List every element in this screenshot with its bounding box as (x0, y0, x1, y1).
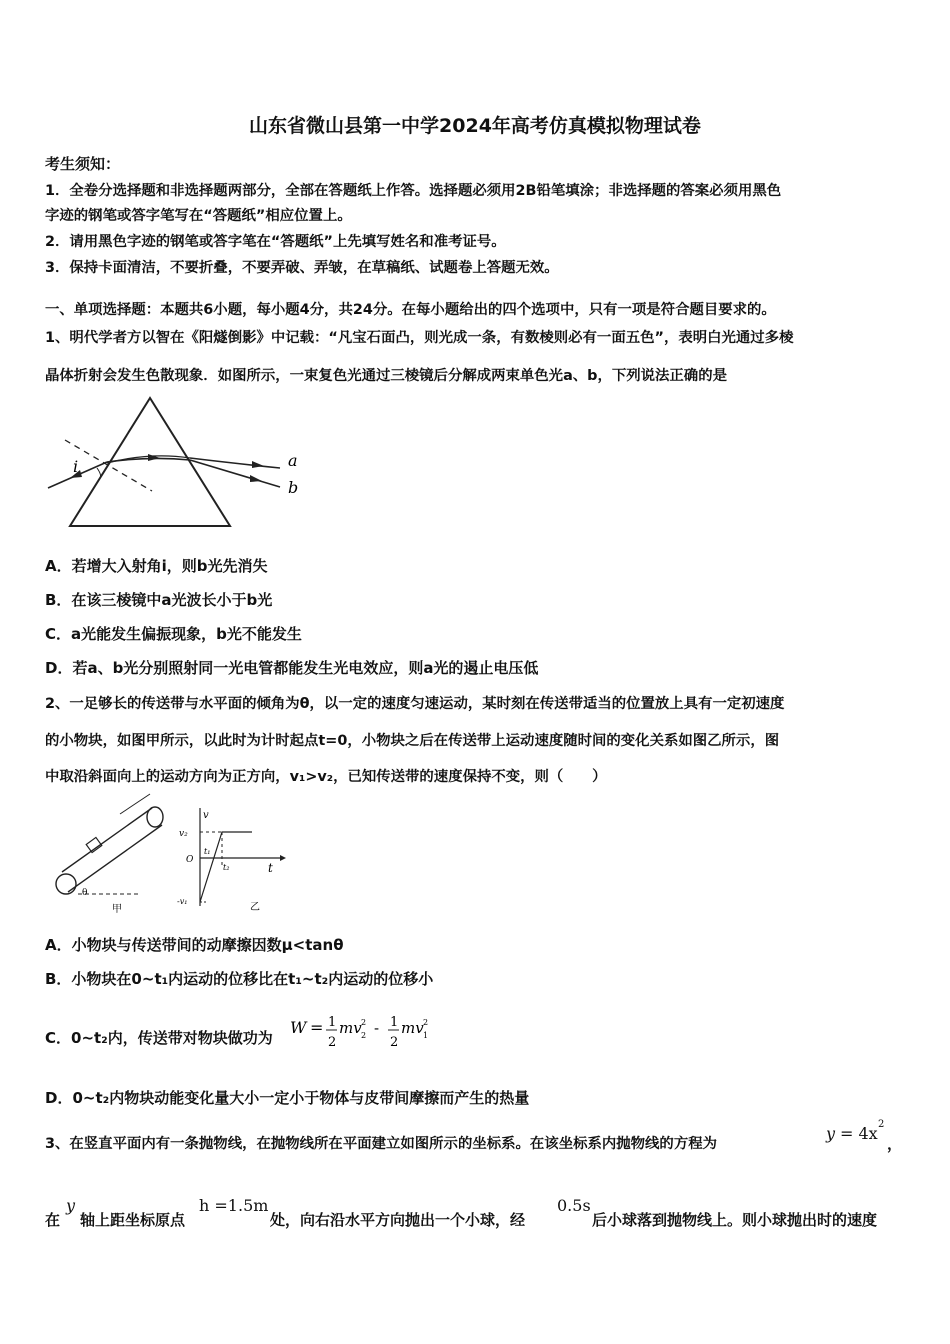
t-label: t (268, 861, 273, 875)
q3-text-at: 在 (45, 1211, 61, 1229)
q1-option-d[interactable]: D．若a、b光分别照射同一光电管都能发生光电效应，则a光的遏止电压低 (45, 659, 539, 677)
time-value: 0.5s (557, 1196, 591, 1215)
notice-line-4: 3．保持卡面清洁，不要折叠，不要弄破、弄皱，在草稿纸、试题卷上答题无效。 (45, 260, 559, 276)
q3-text-throw: 处，向右沿水平方向抛出一个小球，经 (270, 1211, 526, 1229)
t1-label: t₁ (204, 847, 211, 856)
label-jia: 甲 (112, 904, 122, 915)
q2-option-a[interactable]: A．小物块与传送带间的动摩擦因数μ<tanθ (45, 936, 344, 954)
neg-v1-label: -v₁ (177, 897, 188, 906)
v-label: v (203, 810, 209, 821)
motion-line (120, 794, 150, 814)
lower-roller (56, 874, 76, 894)
q1-text-line-1: 1、明代学者方以智在《阳燧倒影》中记载：“凡宝石面凸，则光成一条，有数棱则必有一面五色”，表明白光通过多棱 (45, 330, 794, 346)
origin-label: O (186, 855, 194, 865)
formula-minus: - (374, 1019, 380, 1037)
section-heading: 一、单项选择题：本题共6小题，每小题4分，共24分。在每小题给出的四个选项中，只有一项是符合题目要求的。 (45, 302, 776, 318)
parabola-exponent: 2 (878, 1119, 885, 1130)
formula-one-b: 1 (390, 1015, 399, 1030)
parabola-rhs: = 4x (840, 1124, 878, 1143)
formula-sup-b: 2 (423, 1018, 429, 1027)
belt-top-edge (62, 808, 152, 872)
q2-option-c[interactable]: C．0~t₂内，传送带对物块做功为 (45, 1029, 273, 1047)
formula-sub-a: 2 (361, 1031, 367, 1040)
formula-one-a: 1 (328, 1015, 337, 1030)
q2-option-b[interactable]: B．小物块在0~t₁内运动的位移比在t₁~t₂内运动的位移小 (45, 970, 434, 988)
t2-label: t₂ (223, 863, 230, 872)
height-value: h =1.5m (199, 1196, 269, 1215)
angle-label-i: i (73, 457, 79, 476)
label-yi: 乙 (250, 902, 260, 913)
formula-sub-b: 1 (423, 1031, 429, 1040)
q3-text-distance: 轴上距坐标原点 (80, 1211, 186, 1229)
formula-eq: = (310, 1018, 324, 1037)
q1-option-c[interactable]: C．a光能发生偏振现象，b光不能发生 (45, 625, 302, 643)
formula-mv-b: mv (401, 1019, 424, 1037)
notice-line-3: 2．请用黑色字迹的钢笔或答字笔在“答题纸”上先填写姓名和准考证号。 (45, 234, 506, 250)
label-b: b (288, 478, 299, 497)
theta-label: θ (82, 888, 88, 898)
q3-text-velocity: 后小球落到抛物线上。则小球抛出时的速度 (592, 1211, 878, 1229)
formula-mv-a: mv (339, 1019, 362, 1037)
exam-title: 山东省微山县第一中学2024年高考仿真模拟物理试卷 (249, 115, 701, 137)
q2-option-d[interactable]: D．0~t₂内物块动能变化量大小一定小于物体与皮带间摩擦而产生的热量 (45, 1089, 530, 1107)
prism-triangle (70, 398, 230, 526)
v2-label: v₂ (179, 829, 188, 839)
q2-text-line-1: 2、一足够长的传送带与水平面的倾角为θ，以一定的速度匀速运动，某时刻在传送带适当的位置放上具有一定初速度 (45, 696, 785, 712)
work-formula (288, 1012, 438, 1054)
inner-arrow (148, 454, 160, 461)
q1-text-line-2: 晶体折射会发生色散现象．如图所示，一束复色光通过三棱镜后分解成两束单色光a、b，下列说法正确的是 (45, 368, 727, 384)
parabola-y: y (826, 1124, 836, 1143)
formula-W: W (290, 1018, 307, 1037)
q1-option-b[interactable]: B．在该三棱镜中a光波长小于b光 (45, 591, 273, 609)
label-a: a (288, 451, 298, 470)
y-axis-symbol: y (66, 1196, 76, 1215)
q2-text-line-2: 的小物块，如图甲所示，以此时为计时起点t=0，小物块之后在传送带上运动速度随时间的变化关系如图乙所示，图 (45, 733, 780, 749)
upper-roller (147, 807, 163, 827)
q3-comma: ， (887, 1135, 903, 1153)
ray-a (190, 458, 280, 468)
notice-heading: 考生须知： (45, 155, 121, 173)
q2-text-line-3: 中取沿斜面向上的运动方向为正方向，v₁>v₂，已知传送带的速度保持不变，则（ ） (45, 769, 607, 785)
q1-option-a[interactable]: A．若增大入射角i，则b光先消失 (45, 557, 268, 575)
formula-two-a: 2 (328, 1035, 337, 1050)
conveyor-figure (50, 800, 180, 915)
formula-two-b: 2 (390, 1035, 399, 1050)
t-axis-arrow (280, 855, 286, 861)
notice-line-1: 1．全卷分选择题和非选择题两部分，全部在答题纸上作答。选择题必须用2B铅笔填涂；非选择题的答案必须用黑色 (45, 183, 782, 199)
vt-graph (172, 806, 292, 916)
q3-text-line-1: 3、在竖直平面内有一条抛物线，在抛物线所在平面建立如图所示的坐标系。在该坐标系内抛物线的方程为 (45, 1136, 717, 1152)
ray-b-arrow (250, 475, 262, 482)
prism-figure (40, 392, 320, 532)
formula-sup-a: 2 (361, 1018, 367, 1027)
notice-line-2: 字迹的钢笔或答字笔写在“答题纸”相应位置上。 (45, 208, 352, 224)
